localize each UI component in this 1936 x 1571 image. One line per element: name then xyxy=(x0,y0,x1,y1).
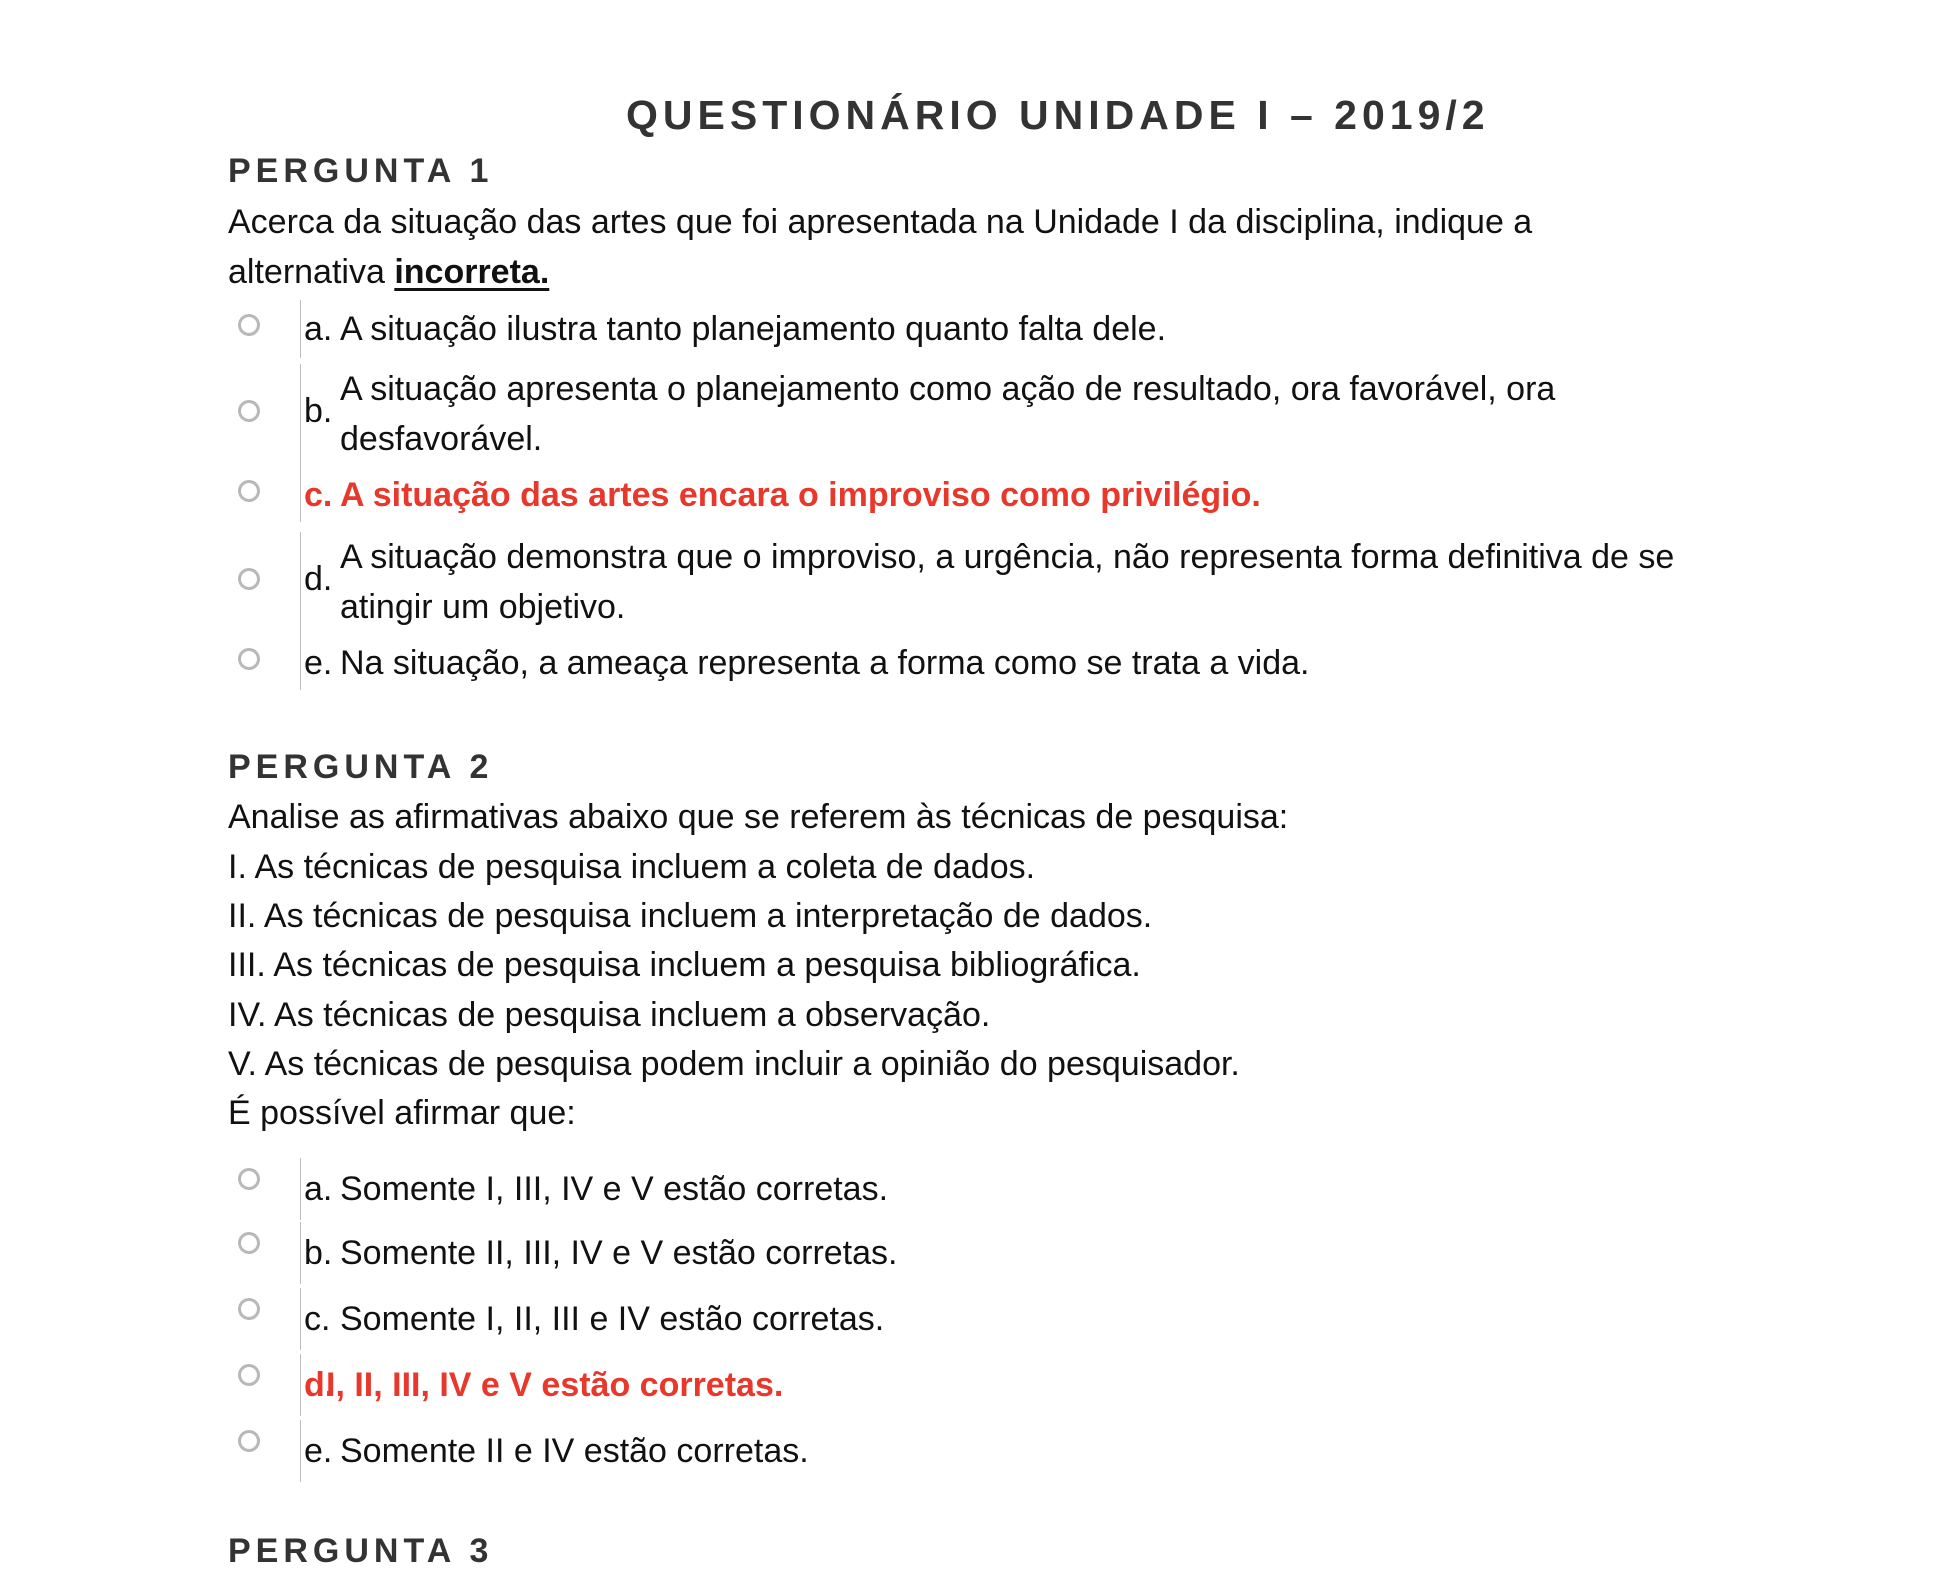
option-text: Na situação, a ameaça representa a forma como se trata a vida. xyxy=(340,644,1310,682)
radio-button-icon[interactable] xyxy=(238,1430,260,1452)
option-divider xyxy=(300,300,301,358)
question-2-statement: II. As técnicas de pesquisa incluem a interpretação de dados. xyxy=(228,897,1153,935)
option-letter: a. xyxy=(304,310,333,348)
option-text: A situação das artes encara o improviso como privilégio. xyxy=(340,476,1261,514)
option-text-line-1: A situação demonstra que o improviso, a urgência, não representa forma definitiva de se xyxy=(340,538,1675,576)
question-1-option-c[interactable] xyxy=(232,464,1832,522)
question-1-prompt-line-2 xyxy=(228,253,549,292)
option-text: Somente I, II, III e IV estão corretas. xyxy=(340,1300,885,1338)
question-2-option-b[interactable] xyxy=(232,1222,1832,1284)
question-2-option-e[interactable] xyxy=(232,1420,1832,1482)
question-1-option-b[interactable] xyxy=(232,364,1832,472)
question-2-statement: III. As técnicas de pesquisa incluem a pesquisa bibliográfica. xyxy=(228,946,1141,984)
option-divider xyxy=(300,464,301,522)
question-1-heading: PERGUNTA 1 xyxy=(228,152,494,190)
option-text-line-1: A situação apresenta o planejamento como ação de resultado, ora favorável, ora xyxy=(340,370,1556,408)
question-1-option-a[interactable] xyxy=(232,300,1832,358)
question-1-option-d[interactable] xyxy=(232,532,1832,640)
radio-button-icon[interactable] xyxy=(238,1364,260,1386)
question-2-statement: IV. As técnicas de pesquisa incluem a observação. xyxy=(228,996,991,1034)
option-letter: d. xyxy=(304,560,333,598)
document-title: QUESTIONÁRIO UNIDADE I – 2019/2 xyxy=(626,92,1490,138)
question-2-statement: Analise as afirmativas abaixo que se referem às técnicas de pesquisa: xyxy=(228,798,1289,836)
question-2-statement: I. As técnicas de pesquisa incluem a coleta de dados. xyxy=(228,848,1036,886)
option-letter: c. xyxy=(304,1300,331,1338)
question-2-option-a[interactable] xyxy=(232,1158,1832,1220)
question-1-option-e[interactable] xyxy=(232,632,1832,690)
radio-button-icon[interactable] xyxy=(238,568,260,590)
option-text: Somente II, III, IV e V estão corretas. xyxy=(340,1234,898,1272)
question-1-prompt-start: alternativa xyxy=(228,253,395,291)
question-2-statement: V. As técnicas de pesquisa podem incluir a opinião do pesquisador. xyxy=(228,1045,1240,1083)
option-letter: b. xyxy=(304,1234,333,1272)
radio-button-icon[interactable] xyxy=(238,480,260,502)
question-2-heading: PERGUNTA 2 xyxy=(228,748,494,786)
radio-button-icon[interactable] xyxy=(238,400,260,422)
option-divider xyxy=(300,1288,301,1350)
option-divider xyxy=(300,1354,301,1416)
option-divider xyxy=(300,1420,301,1482)
option-divider xyxy=(300,1158,301,1220)
radio-button-icon[interactable] xyxy=(238,314,260,336)
option-letter: c. xyxy=(304,476,333,514)
option-letter: b. xyxy=(304,392,333,430)
option-letter: d. xyxy=(304,1366,335,1404)
option-text: A situação ilustra tanto planejamento quanto falta dele. xyxy=(340,310,1167,348)
question-1-prompt-emphasis: incorreta. xyxy=(394,253,550,291)
question-2-statement: É possível afirmar que: xyxy=(228,1094,576,1132)
radio-button-icon[interactable] xyxy=(238,1232,260,1254)
option-letter: a. xyxy=(304,1170,333,1208)
option-text: Somente II e IV estão corretas. xyxy=(340,1432,809,1470)
question-2-option-c[interactable] xyxy=(232,1288,1832,1350)
question-1-prompt-line-1: Acerca da situação das artes que foi apresentada na Unidade I da disciplina, indique a xyxy=(228,203,1533,241)
option-text: Somente I, III, IV e V estão corretas. xyxy=(340,1170,889,1208)
option-text-line-2: desfavorável. xyxy=(340,420,543,458)
option-text: I, II, III, IV e V estão corretas. xyxy=(326,1366,784,1404)
option-letter: e. xyxy=(304,644,333,682)
radio-button-icon[interactable] xyxy=(238,1298,260,1320)
option-divider xyxy=(300,364,301,472)
radio-button-icon[interactable] xyxy=(238,648,260,670)
question-3-heading: PERGUNTA 3 xyxy=(228,1532,494,1570)
option-divider xyxy=(300,1222,301,1284)
option-divider xyxy=(300,532,301,640)
radio-button-icon[interactable] xyxy=(238,1168,260,1190)
option-letter: e. xyxy=(304,1432,333,1470)
option-text-line-2: atingir um objetivo. xyxy=(340,588,626,626)
question-2-option-d[interactable] xyxy=(232,1354,1832,1416)
option-divider xyxy=(300,632,301,690)
